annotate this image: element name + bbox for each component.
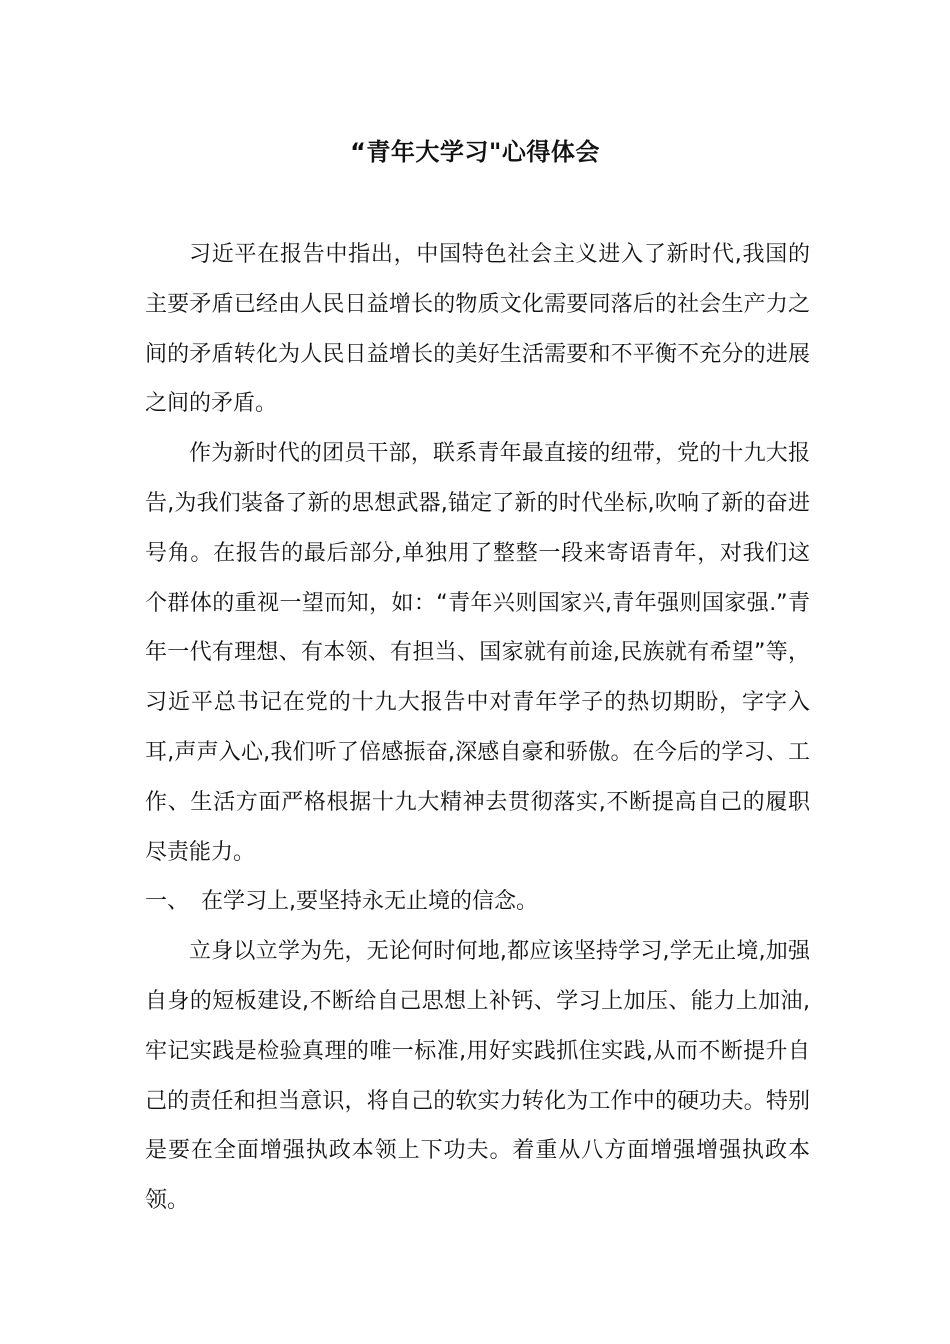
document-body — [145, 230, 810, 1226]
section-heading-1 — [145, 877, 810, 927]
paragraph-youth: 作为新时代的团员干部，联系青年最直接的纽带，党的十九大报告,为我们装备了新的思想武器,锚定了新的时代坐标,吹响了新的奋进号角。在报告的最后部分,单独用了整整一段来寄语青年，对我们这个群体的重视一望而知，如：“青年兴则国家兴,青年强则国家强.”青年一代有理想、有本领、有担当、国家就有前途,民族就有希望”等，习近平总书记在党的十九大报告中对青年学子的热切期盼，字字入耳,声声入心,我们听了倍感振奋,深感自豪和骄傲。在今后的学习、工作、生活方面严格根据十九大精神去贯彻落实,不断提高自己的履职尽责能力。 — [145, 441, 810, 865]
paragraph-intro: 习近平在报告中指出，中国特色社会主义进入了新时代,我国的主要矛盾已经由人民日益增长的物质文化需要同落后的社会生产力之间的矛盾转化为人民日益增长的美好生活需要和不平衡不充分的进展之间的矛盾。 — [145, 242, 810, 417]
section-heading-text: 在学习上,要坚持永无止境的信念。 — [201, 889, 538, 915]
section-number: 一、 — [145, 889, 190, 915]
document-title: “青年大学习"心得体会 — [350, 138, 600, 166]
paragraph-study: 立身以立学为先，无论何时何地,都应该坚持学习,学无止境,加强自身的短板建设,不断给自己思想上补钙、学习上加压、能力上加油,牢记实践是检验真理的唯一标准,用好实践抓住实践,从而不断提升自己的责任和担当意识，将自己的软实力转化为工作中的硬功夫。特别是要在全面增强执政本领上下功夫。着重从八方面增强增强执政本领。 — [145, 939, 810, 1214]
